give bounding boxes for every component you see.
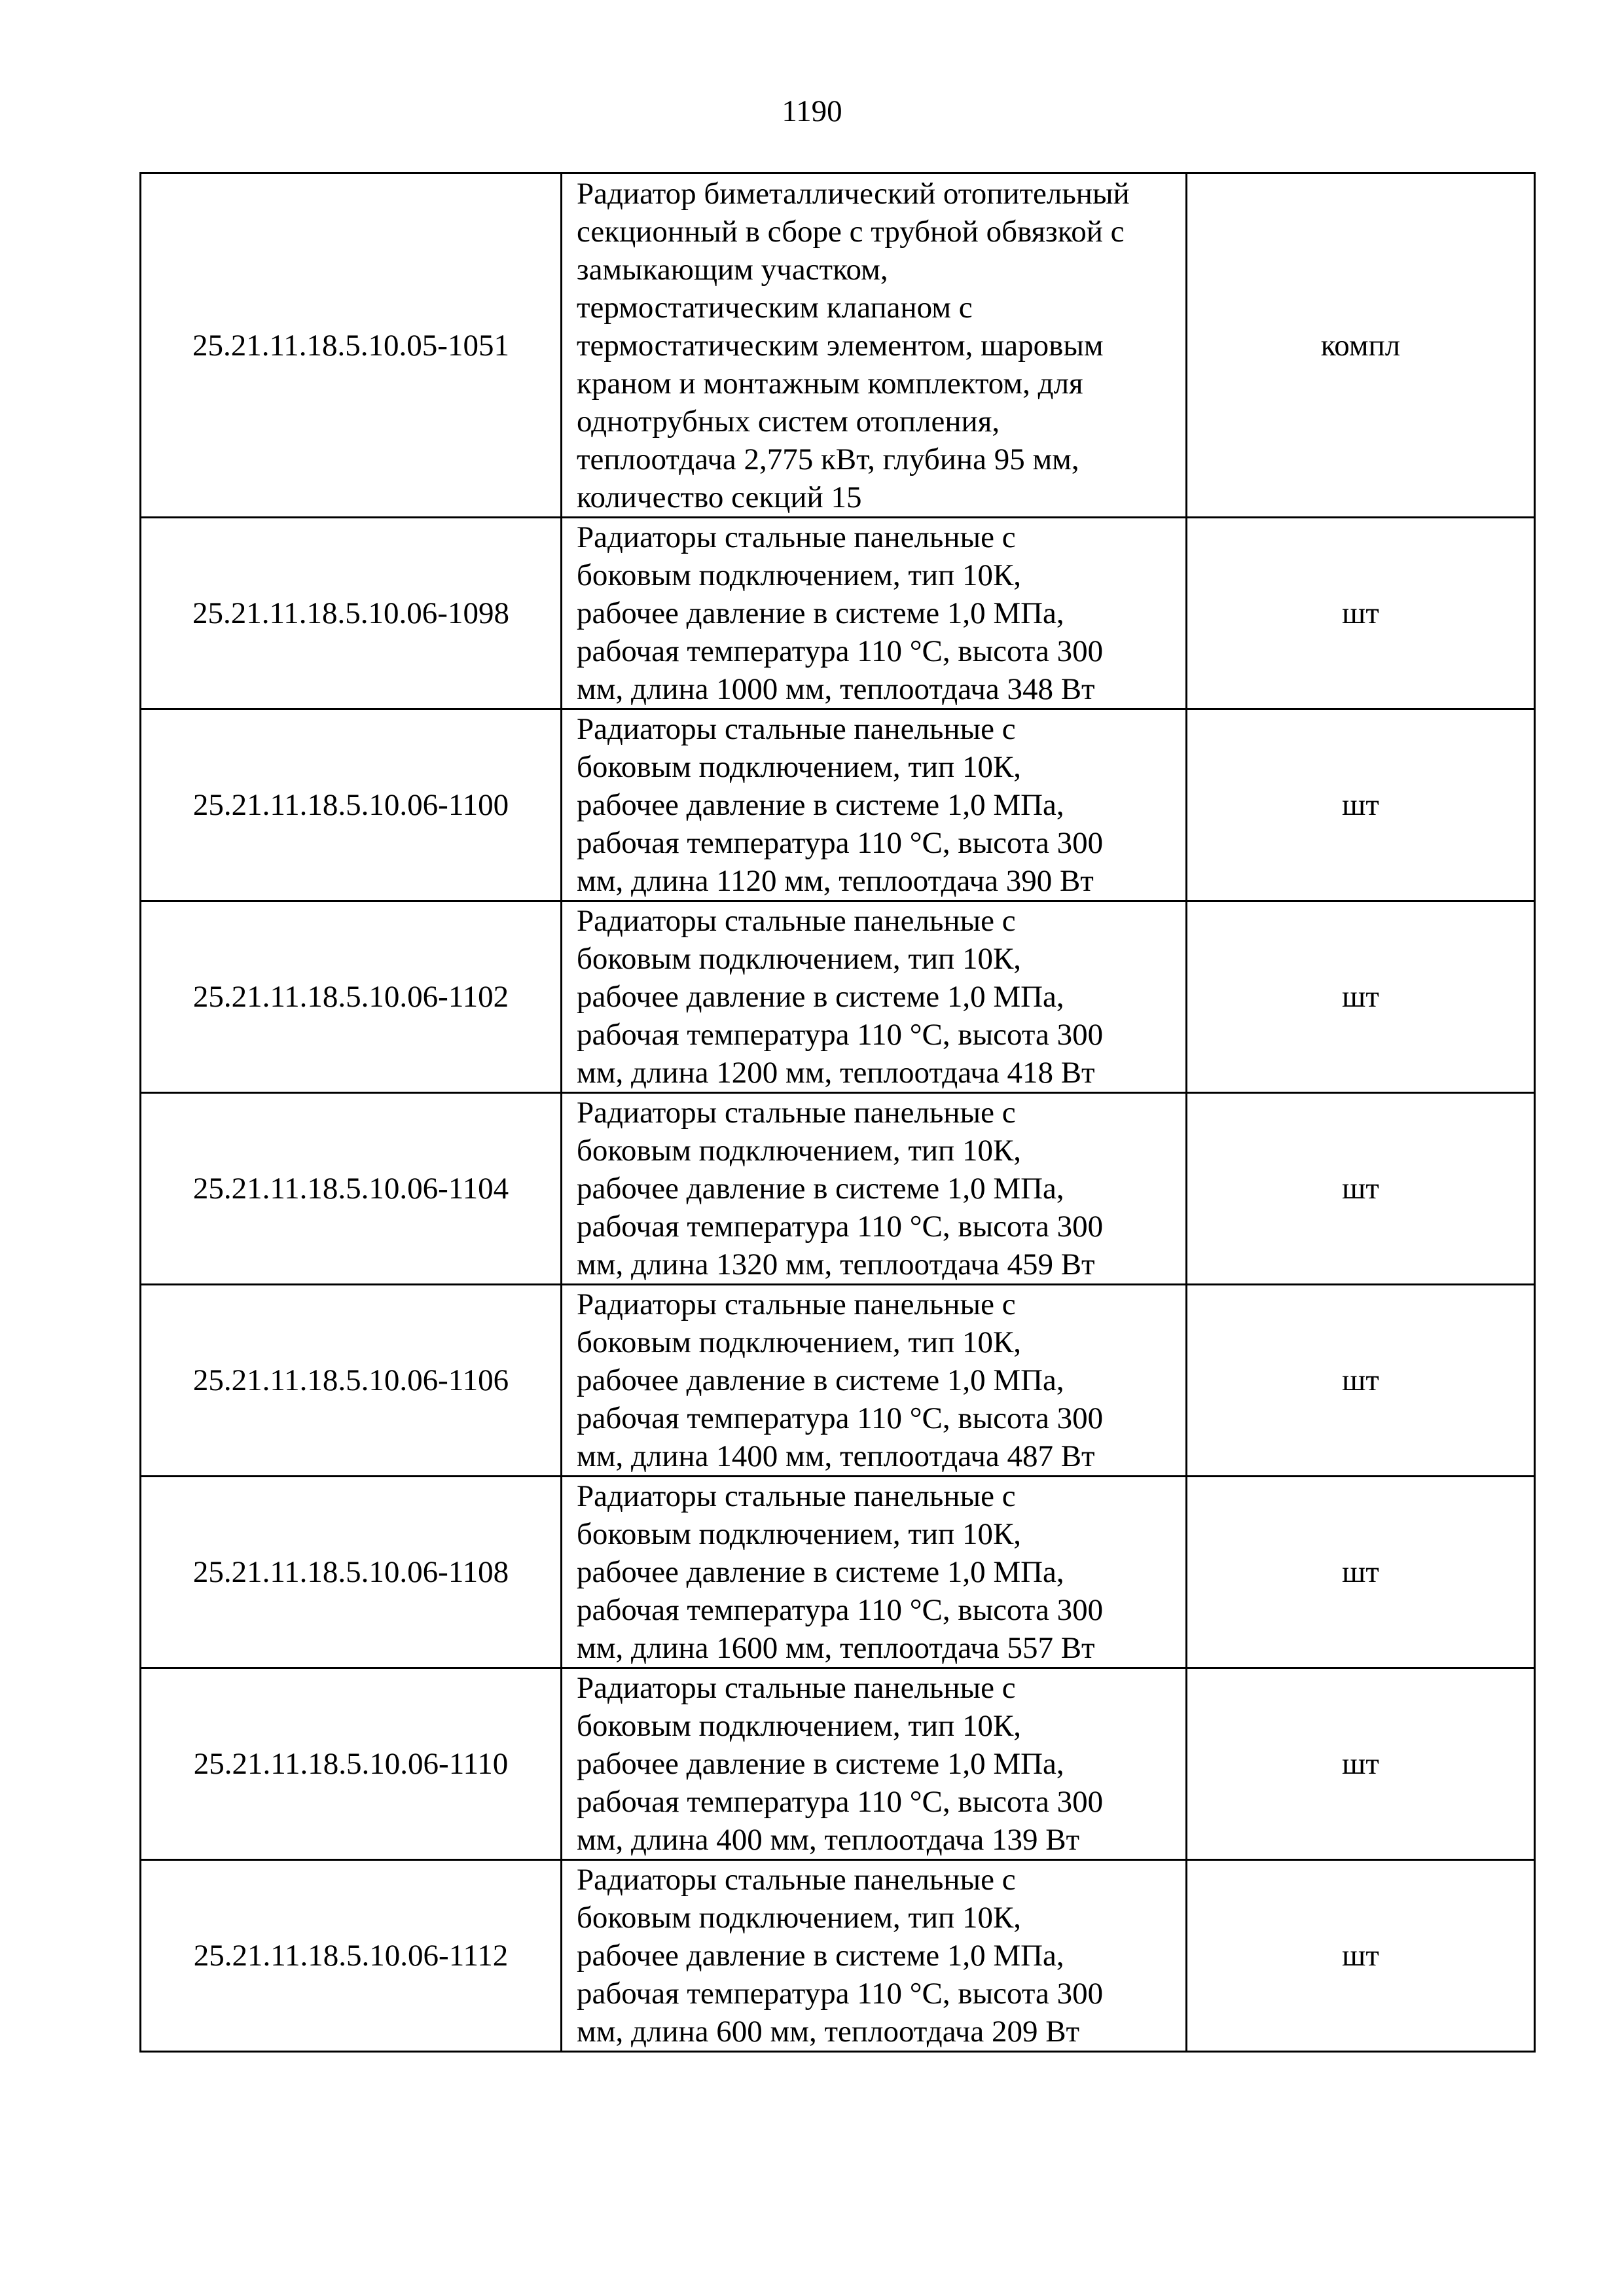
resource-code: 25.21.11.18.5.10.06-1106 [141, 1285, 562, 1477]
description-line: рабочая температура 110 °С, высота 300 [577, 1785, 1104, 1819]
unit-of-measure: шт [1187, 1668, 1535, 1860]
resource-description [562, 1477, 1187, 1668]
resource-table [139, 172, 1536, 2053]
table-row [141, 173, 1535, 518]
description-line: рабочая температура 110 °С, высота 300 [577, 1977, 1104, 2011]
description-line: рабочее давление в системе 1,0 МПа, [577, 596, 1064, 630]
description-line: замыкающим участком, [577, 252, 888, 287]
description-line: однотрубных систем отопления, [577, 404, 1000, 439]
description-line: боковым подключением, тип 10К, [577, 558, 1022, 592]
description-line: боковым подключением, тип 10К, [577, 1325, 1022, 1359]
description-line: боковым подключением, тип 10К, [577, 1901, 1022, 1935]
description-line: рабочая температура 110 °С, высота 300 [577, 1018, 1104, 1052]
resource-description [562, 1668, 1187, 1860]
unit-of-measure: шт [1187, 1285, 1535, 1477]
description-line: мм, длина 400 мм, теплоотдача 139 Вт [577, 1823, 1080, 1857]
unit-of-measure: шт [1187, 709, 1535, 901]
description-line: количество секций 15 [577, 480, 862, 514]
description-line: Радиаторы стальные панельные с [577, 1479, 1016, 1513]
unit-of-measure: шт [1187, 518, 1535, 709]
description-line: рабочее давление в системе 1,0 МПа, [577, 1363, 1064, 1397]
description-line: Радиаторы стальные панельные с [577, 1287, 1016, 1321]
description-line: Радиаторы стальные панельные с [577, 1863, 1016, 1897]
description-line: Радиаторы стальные панельные с [577, 520, 1016, 554]
resource-description [562, 1860, 1187, 2052]
description-line: мм, длина 1320 мм, теплоотдача 459 Вт [577, 1247, 1095, 1282]
description-line: мм, длина 1200 мм, теплоотдача 418 Вт [577, 1056, 1095, 1090]
description-line: рабочая температура 110 °С, высота 300 [577, 1210, 1104, 1244]
description-line: мм, длина 1000 мм, теплоотдача 348 Вт [577, 672, 1095, 706]
description-line: рабочее давление в системе 1,0 МПа, [577, 1555, 1064, 1589]
table-row [141, 709, 1535, 901]
description-line: Радиатор биметаллический отопительный [577, 176, 1130, 211]
table-row [141, 1668, 1535, 1860]
resource-code: 25.21.11.18.5.10.06-1108 [141, 1477, 562, 1668]
table-row [141, 1093, 1535, 1285]
unit-of-measure: компл [1187, 173, 1535, 518]
resource-code: 25.21.11.18.5.10.06-1112 [141, 1860, 562, 2052]
description-line: Радиаторы стальные панельные с [577, 712, 1016, 746]
resource-description [562, 518, 1187, 709]
description-line: Радиаторы стальные панельные с [577, 1671, 1016, 1705]
description-line: боковым подключением, тип 10К, [577, 1517, 1022, 1551]
unit-of-measure: шт [1187, 1093, 1535, 1285]
description-line: мм, длина 1400 мм, теплоотдача 487 Вт [577, 1439, 1095, 1473]
description-line: боковым подключением, тип 10К, [577, 1709, 1022, 1743]
description-line: рабочее давление в системе 1,0 МПа, [577, 788, 1064, 822]
description-line: термостатическим элементом, шаровым [577, 328, 1104, 363]
resource-code: 25.21.11.18.5.10.05-1051 [141, 173, 562, 518]
description-line: мм, длина 1120 мм, теплоотдача 390 Вт [577, 864, 1094, 898]
resource-description [562, 173, 1187, 518]
resource-description [562, 1093, 1187, 1285]
resource-code: 25.21.11.18.5.10.06-1104 [141, 1093, 562, 1285]
unit-of-measure: шт [1187, 1477, 1535, 1668]
resource-code: 25.21.11.18.5.10.06-1100 [141, 709, 562, 901]
description-line: мм, длина 600 мм, теплоотдача 209 Вт [577, 2015, 1080, 2049]
description-line: рабочее давление в системе 1,0 МПа, [577, 1747, 1064, 1781]
description-line: мм, длина 1600 мм, теплоотдача 557 Вт [577, 1631, 1095, 1665]
table-row [141, 1860, 1535, 2052]
description-line: боковым подключением, тип 10К, [577, 942, 1022, 976]
description-line: Радиаторы стальные панельные с [577, 904, 1016, 938]
description-line: рабочее давление в системе 1,0 МПа, [577, 980, 1064, 1014]
description-line: теплоотдача 2,775 кВт, глубина 95 мм, [577, 442, 1079, 476]
resource-code: 25.21.11.18.5.10.06-1110 [141, 1668, 562, 1860]
description-line: рабочая температура 110 °С, высота 300 [577, 1593, 1104, 1627]
description-line: рабочая температура 110 °С, высота 300 [577, 1401, 1104, 1435]
resource-description [562, 901, 1187, 1093]
description-line: Радиаторы стальные панельные с [577, 1096, 1016, 1130]
table-row [141, 1285, 1535, 1477]
description-line: рабочее давление в системе 1,0 МПа, [577, 1172, 1064, 1206]
table-row [141, 1477, 1535, 1668]
unit-of-measure: шт [1187, 901, 1535, 1093]
table-row [141, 901, 1535, 1093]
table-row [141, 518, 1535, 709]
description-line: рабочая температура 110 °С, высота 300 [577, 826, 1104, 860]
description-line: рабочее давление в системе 1,0 МПа, [577, 1939, 1064, 1973]
unit-of-measure: шт [1187, 1860, 1535, 2052]
page-number: 1190 [782, 94, 842, 128]
resource-code: 25.21.11.18.5.10.06-1098 [141, 518, 562, 709]
resource-code: 25.21.11.18.5.10.06-1102 [141, 901, 562, 1093]
description-line: краном и монтажным комплектом, для [577, 366, 1083, 401]
resource-description [562, 1285, 1187, 1477]
description-line: рабочая температура 110 °С, высота 300 [577, 634, 1104, 668]
description-line: секционный в сборе с трубной обвязкой с [577, 214, 1125, 249]
description-line: боковым подключением, тип 10К, [577, 750, 1022, 784]
description-line: термостатическим клапаном с [577, 290, 973, 325]
resource-description [562, 709, 1187, 901]
description-line: боковым подключением, тип 10К, [577, 1134, 1022, 1168]
